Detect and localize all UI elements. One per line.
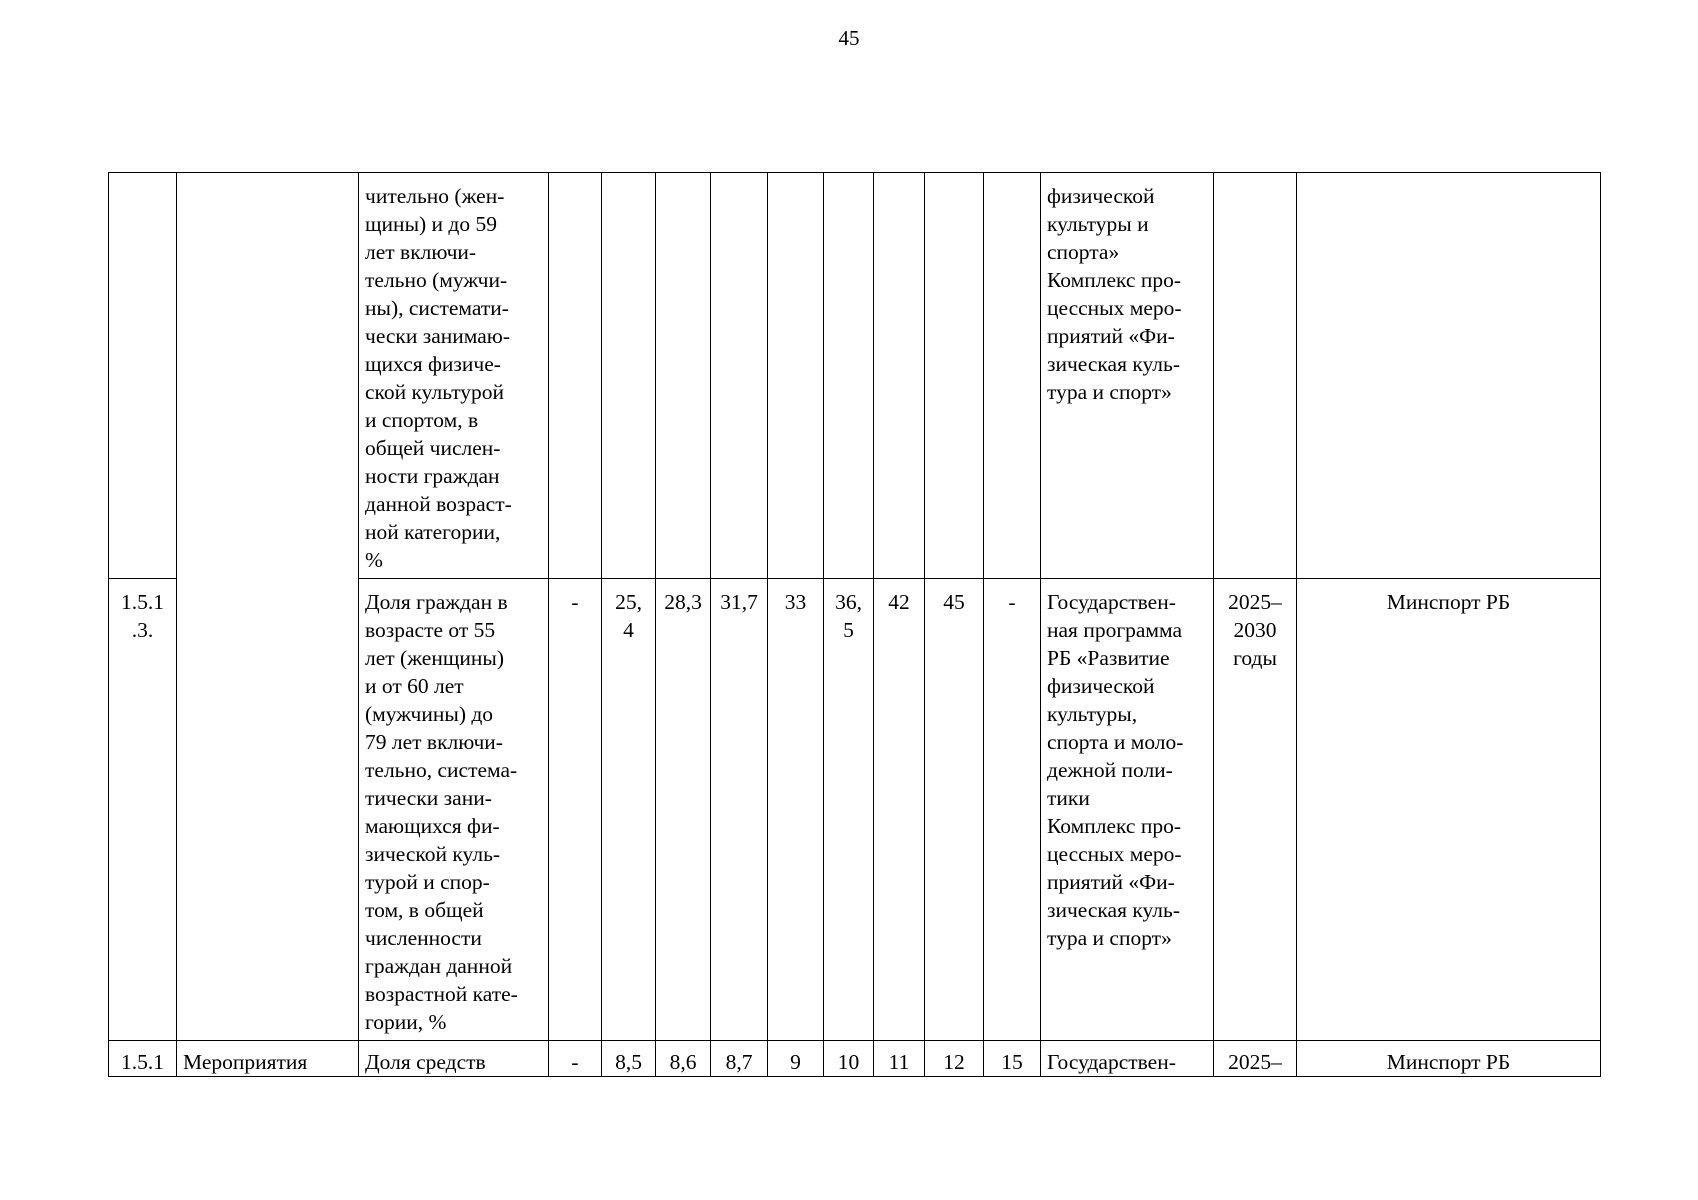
value-cell: 31,7 <box>711 579 768 1041</box>
value-cell: - <box>984 579 1041 1041</box>
row-number-cell: 1.5.1 .3. <box>109 579 177 1041</box>
value-cell <box>874 173 925 579</box>
value-cell <box>984 173 1041 579</box>
program-cell: Государствен- ная программа РБ «Развитие физической культуры, спорта и моло- дежной поли- тики Комплекс про- цессных меро- приятий «Фи- зическая куль- тура и спорт» <box>1041 579 1214 1041</box>
value-cell: 9 <box>768 1041 824 1077</box>
value-cell: 45 <box>925 579 984 1041</box>
row-number-cell: 1.5.1 <box>109 1041 177 1077</box>
period-cell: 2025– 2030 годы <box>1214 579 1297 1041</box>
indicator-cell: чительно (жен- щины) и до 59 лет включи- тельно (мужчи- ны), системати- чески занимаю- щихся физиче- ской культурой и спортом, в общей числен- ности граждан данной возраст- ной категории, % <box>359 173 549 579</box>
value-cell: 15 <box>984 1041 1041 1077</box>
value-cell: 8,5 <box>602 1041 656 1077</box>
value-cell: 36, 5 <box>824 579 874 1041</box>
value-cell <box>768 173 824 579</box>
program-cell: физической культуры и спорта» Комплекс про- цессных меро- приятий «Фи- зическая куль- тура и спорт» <box>1041 173 1214 579</box>
value-cell <box>711 173 768 579</box>
value-cell: - <box>549 579 602 1041</box>
value-cell <box>549 173 602 579</box>
group-cell: Мероприятия <box>177 1041 359 1077</box>
row-number-cell <box>109 173 177 579</box>
value-cell: 12 <box>925 1041 984 1077</box>
value-cell: 33 <box>768 579 824 1041</box>
table-row <box>109 173 1601 579</box>
value-cell: 11 <box>874 1041 925 1077</box>
value-cell: - <box>549 1041 602 1077</box>
value-cell <box>824 173 874 579</box>
value-cell: 25, 4 <box>602 579 656 1041</box>
value-cell: 28,3 <box>656 579 711 1041</box>
value-cell <box>656 173 711 579</box>
value-cell: 42 <box>874 579 925 1041</box>
indicator-cell: Доля средств <box>359 1041 549 1077</box>
executor-cell: Минспорт РБ <box>1297 1041 1601 1077</box>
page-number: 45 <box>838 26 860 50</box>
value-cell <box>602 173 656 579</box>
table-row <box>109 1041 1601 1077</box>
executor-cell <box>1297 173 1601 579</box>
indicators-table <box>108 172 1601 1077</box>
indicator-cell: Доля граждан в возрасте от 55 лет (женщины) и от 60 лет (мужчины) до 79 лет включи- тельно, система- тически зани- мающихся фи- зической куль- турой и спор- том, в общей численности граждан данной возрастной кате- гории, % <box>359 579 549 1041</box>
executor-cell: Минспорт РБ <box>1297 579 1601 1041</box>
period-cell <box>1214 173 1297 579</box>
group-cell <box>177 173 359 1041</box>
program-cell: Государствен- <box>1041 1041 1214 1077</box>
period-cell: 2025– <box>1214 1041 1297 1077</box>
value-cell: 8,6 <box>656 1041 711 1077</box>
value-cell: 8,7 <box>711 1041 768 1077</box>
value-cell: 10 <box>824 1041 874 1077</box>
value-cell <box>925 173 984 579</box>
